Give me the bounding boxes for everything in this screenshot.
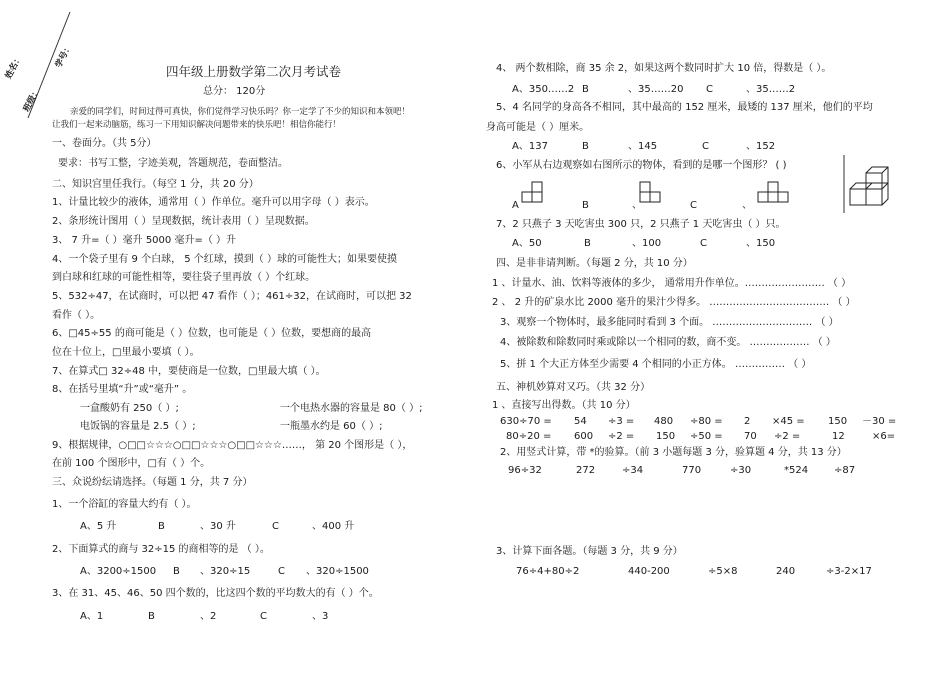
question-line: 4、一个袋子里有 9 个白球， 5 个红球，摸到（ ）球的可能性大；如果要使摸 <box>52 254 397 265</box>
mixed-calc: 240 <box>776 566 796 577</box>
question-line: 5、532÷47，在试商时，可以把 47 看作（ ）；461÷32，在试商时，可以把 32 <box>52 291 412 302</box>
question-line: 7、在算式□ 32÷48 中，要使商是一位数，□里最大填（ ）。 <box>52 366 326 377</box>
vertical-calc: 770 <box>682 465 702 476</box>
oral-calc: ×45 = <box>772 416 805 427</box>
mixed-calc: 440-200 <box>628 566 670 577</box>
option-b-figure <box>640 181 680 211</box>
option: 、 <box>632 200 642 211</box>
vertical-calc: 96÷32 <box>508 465 542 476</box>
option: C <box>702 141 709 152</box>
option: A、1 <box>80 611 104 622</box>
section-1-title: 一、卷面分。（共 5分） <box>52 138 157 149</box>
option: B <box>582 141 589 152</box>
class-label: 班级： <box>21 86 43 114</box>
option: 、100 <box>632 238 662 249</box>
mixed-calc: 76÷4+80÷2 <box>516 566 580 577</box>
option: B <box>582 200 589 211</box>
option: 、150 <box>746 238 776 249</box>
section-2-title: 二、知识宫里任我行。（每空 1 分，共 20 分） <box>52 179 259 190</box>
vertical-calc: ÷87 <box>834 465 856 476</box>
oral-calc: 630÷70 = <box>500 416 552 427</box>
option: C <box>700 238 707 249</box>
option: A、5 升 <box>80 521 117 532</box>
mixed-calc: ÷3-2×17 <box>826 566 872 577</box>
part-3-title: 3、计算下面各题。（每题 3 分，共 9 分） <box>496 546 683 557</box>
oral-calc: 150 <box>656 431 676 442</box>
option: B <box>582 84 589 95</box>
choice-question: 身高可能是（ ）厘米。 <box>486 122 590 133</box>
option: 、30 升 <box>200 521 236 532</box>
judge-item: 4、被除数和除数同时乘或除以一个相同的数，商不变。 ……………… （ ） <box>500 337 836 348</box>
fill-item: 一个电热水器的容量是 80（ ）; <box>280 403 423 414</box>
fill-item: 一瓶墨水约是 60（ ）; <box>280 421 383 432</box>
option: A、350……2 <box>512 84 575 95</box>
oral-calc: 2 <box>744 416 751 427</box>
choice-question: 4、 两个数相除，商 35 余 2，如果这两个数同时扩大 10 倍，得数是（ ）。 <box>496 63 832 74</box>
section-5-title: 五、神机妙算对又巧。（共 32 分） <box>496 382 651 393</box>
section-3-title: 三、众说纷纭请选择。（每题 1 分，共 7 分） <box>52 477 253 488</box>
total-score: 总分： 120分 <box>203 86 266 97</box>
option: 、320÷15 <box>200 566 251 577</box>
oral-calc: 150 <box>828 416 848 427</box>
judge-item: 5、拼 1 个大正方体至少需要 4 个相同的小正方体。 …………… （ ） <box>500 359 812 370</box>
question-line: 8、在括号里填“升”或“毫升” 。 <box>52 384 193 395</box>
oral-calc: 12 <box>832 431 845 442</box>
intro-line-2: 让我们一起来动脑筋，练习一下用知识解决问题带来的快乐吧！相信你能行！ <box>52 120 342 130</box>
choice-question: 3、在 31、45、46、50 四个数的，比这四个数的平均数大的有（ ）个。 <box>52 588 379 599</box>
choice-question: 1、一个浴缸的容量大约有（ ）。 <box>52 499 197 510</box>
option: B <box>158 521 165 532</box>
choice-question: 6、小军从右边观察如右图所示的物体，看到的是哪一个图形？ ( ) <box>496 160 787 171</box>
part-1-title: 1 、直接写出得数。（共 10 分） <box>492 400 636 411</box>
option: 、3 <box>312 611 329 622</box>
name-label: 姓名： <box>3 53 25 81</box>
fill-item: 电饭锅的容量是 2.5（ ）; <box>80 421 196 432</box>
question-line: 2、条形统计图用（ ）呈现数据，统计表用（ ）呈现数据。 <box>52 216 315 227</box>
oral-calc: －30 = <box>862 416 897 427</box>
choice-question: 2、下面算式的商与 32÷15 的商相等的是 （ ）。 <box>52 544 270 555</box>
option: 、2 <box>200 611 217 622</box>
vertical-calc: ÷34 <box>622 465 644 476</box>
oral-calc: ÷50 = <box>690 431 723 442</box>
question-line: 到白球和红球的可能性相等，要往袋子里再放（ ）个红球。 <box>52 272 316 283</box>
option: 、35……20 <box>628 84 684 95</box>
oral-calc: 80÷20 = <box>506 431 552 442</box>
question-line: 9、根据规律，○□□☆☆☆○□□☆☆☆○□□☆☆☆……， 第 20 个图形是（ ）， <box>52 440 413 451</box>
mixed-calc: ÷5×8 <box>708 566 738 577</box>
option: 、152 <box>746 141 776 152</box>
option: 、320÷1500 <box>306 566 369 577</box>
option: A、3200÷1500 <box>80 566 157 577</box>
oral-calc: 54 <box>574 416 587 427</box>
option: B <box>584 238 591 249</box>
judge-item: 2 、 2 升的矿泉水比 2000 毫升的果汁少得多。 ……………………………… （ ） <box>492 297 856 308</box>
question-line: 1、计量比较少的液体，通常用（ ）作单位。毫升可以用字母（ ）表示。 <box>52 197 375 208</box>
question-line: 在前 100 个图形中，□有（ ）个。 <box>52 458 211 469</box>
question-line: 6、□45÷55 的商可能是（ ）位数，也可能是（ ）位数，要想商的最高 <box>52 328 372 339</box>
part-2-title: 2、用竖式计算，带 *的验算。（前 3 小题每题 3 分，验算题 4 分，共 13 分） <box>500 447 847 458</box>
question-line: 3、 7 升=（ ）毫升 5000 毫升=（ ）升 <box>52 235 237 246</box>
option: C <box>690 200 697 211</box>
question-line: 看作（ ）。 <box>52 310 101 321</box>
oral-calc: ÷2 = <box>608 431 635 442</box>
oral-calc: ÷80 = <box>690 416 723 427</box>
question-line: 位在十位上，□里最小要填（ ）。 <box>52 347 200 358</box>
oral-calc: ×6= <box>872 431 896 442</box>
option: B <box>148 611 155 622</box>
cube-stack-figure <box>840 155 900 215</box>
option: C <box>272 521 279 532</box>
intro-line-1: 亲爱的同学们，时间过得可真快，你们觉得学习快乐吗？你一定学了不少的知识和本领吧！ <box>70 107 411 117</box>
section-4-title: 四、是非非请判断。（每题 2 分，共 10 分） <box>496 258 693 269</box>
option: C <box>706 84 713 95</box>
option: A <box>512 200 519 211</box>
oral-calc: ÷3 = <box>608 416 635 427</box>
option: C <box>260 611 267 622</box>
oral-calc: 600 <box>574 431 594 442</box>
vertical-calc: 272 <box>576 465 596 476</box>
judge-item: 1 、计量水、油、饮料等液体的多少， 通常用升作单位。…………………… （ ） <box>492 278 852 289</box>
option: 、35……2 <box>746 84 796 95</box>
option-a-figure <box>522 181 562 211</box>
oral-calc: 480 <box>654 416 674 427</box>
judge-item: 3、观察一个物体时，最多能同时看到 3 个面。 ………………………… （ ） <box>500 317 839 328</box>
option: C <box>278 566 285 577</box>
option: A、50 <box>512 238 542 249</box>
fill-item: 一盒酸奶有 250（ ）; <box>80 403 179 414</box>
option: A、137 <box>512 141 548 152</box>
option: B <box>173 566 180 577</box>
oral-calc: 70 <box>744 431 757 442</box>
option: 、 <box>742 200 752 211</box>
choice-question: 5、4 名同学的身高各不相同，其中最高的 152 厘米，最矮的 137 厘米，他们的平均 <box>496 102 873 113</box>
vertical-calc: ÷30 <box>730 465 752 476</box>
choice-question: 7、2 只燕子 3 天吃害虫 300 只，2 只燕子 1 天吃害虫（ ）只。 <box>496 219 786 230</box>
option: 、145 <box>628 141 658 152</box>
student-id-label: 学号： <box>53 42 75 70</box>
exam-title: 四年级上册数学第二次月考试卷 <box>166 64 342 79</box>
option: 、400 升 <box>312 521 355 532</box>
oral-calc: ÷2 = <box>774 431 801 442</box>
vertical-calc: *524 <box>784 465 809 476</box>
option-c-figure <box>758 181 798 211</box>
section-1-requirement: 要求：书写工整，字迹美观，答题规范，卷面整洁。 <box>58 158 288 169</box>
